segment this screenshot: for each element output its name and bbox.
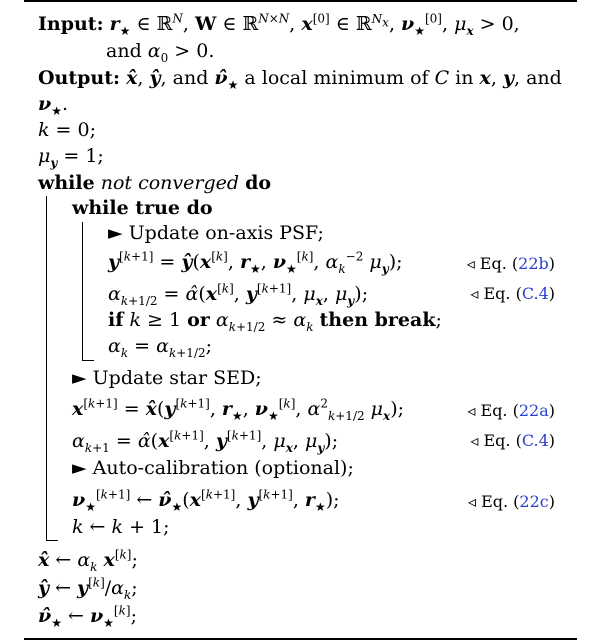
x-update: x[k+1] = x̂(y[k+1], $r_★$, $\nu_★[k]$, $\alpha^2_{k+1/2}$ $\mu_x$); [72, 396, 405, 423]
input-expr: $r_★$ ∈ ℝ$^N$, W ∈ ℝ$^{N\times N}$, x[0] ∈ ℝ$^{N_x}$, $\nu_★[0]$, $\mu_x > 0$, [109, 11, 520, 38]
y-update: y[k+1] = ŷ(x[k], $r_★$, $\nu_★[k]$, $\alpha_k^{-2}$ $\mu_y$); [108, 249, 403, 276]
algorithm-box [24, 0, 577, 640]
outer-loop-hook [46, 540, 58, 541]
output-cont: $\nu_★$. [38, 93, 68, 118]
if-condition-2: $\alpha_{k+1/2} \approx \alpha_k$ [215, 309, 314, 334]
alpha-assign: $\alpha_k = \alpha_{k+1/2}$; [108, 335, 213, 360]
autocal-comment: ► Auto-calibration (optional); [72, 457, 354, 479]
final-xhat: x̂ ← $\alpha_k$ x[k]; [38, 547, 138, 574]
ref-c4-b: ◃ Eq. (C.4) [470, 431, 555, 450]
ref-22b: ◃ Eq. (22b) [466, 254, 555, 273]
do-keyword: do [245, 172, 272, 194]
update-sed-comment: ► Update star SED; [72, 367, 262, 389]
inner-loop-bar [82, 222, 83, 360]
ref-link-22c[interactable]: 22c [519, 492, 549, 511]
init-k: k = 0; [38, 119, 97, 141]
init-muy: $\mu_y = 1$; [38, 145, 104, 170]
ref-22a: ◃ Eq. (22a) [467, 401, 555, 420]
ref-link-c4-a[interactable]: C.4 [521, 284, 549, 303]
outer-while [38, 171, 271, 195]
output-label: Output: [38, 67, 121, 89]
output-expr: x̂, ŷ, and $\nû_★$ a local minimum of C in x, y, and [126, 67, 562, 92]
nu-update: $\nu_★[k+1]$ ← $\nû_★(x[k+1]$, y[k+1], $r_★$); [72, 487, 340, 514]
final-yhat: ŷ ← $y[k]/\alpha_k$; [38, 575, 138, 602]
update-psf-comment: ► Update on-axis PSF; [108, 222, 324, 244]
ref-22c: ◃ Eq. (22c) [467, 492, 555, 511]
final-nuhat: $\nû_★$ ← $\nu_★[k]$; [38, 603, 137, 630]
while-condition: not converged [100, 172, 240, 194]
if-condition: k ≥ 1 [129, 309, 182, 331]
ref-link-22a[interactable]: 22a [518, 401, 549, 420]
inner-loop-hook [82, 360, 94, 361]
inner-while: while true do [72, 197, 213, 219]
input-line [38, 12, 520, 36]
alpha-next: $\alpha_{k+1}$ = α̂(x[k+1], y[k+1], $\mu_x$, $\mu_y$); [72, 428, 339, 455]
input-cont: and $\alpha_0 > 0$. [106, 40, 215, 65]
ref-link-22b[interactable]: 22b [518, 254, 549, 273]
outer-loop-bar [46, 196, 47, 540]
input-label: Input: [38, 13, 104, 35]
ref-link-c4-b[interactable]: C.4 [521, 431, 549, 450]
while-keyword: while [38, 172, 95, 194]
output-line [38, 66, 562, 90]
if-break: if k ≥ 1 or $\alpha_{k+1/2} \approx \alpha_k$ then break; [108, 309, 442, 334]
alpha-half: $\alpha_{k+1/2}$ = α̂(x[k], y[k+1], $\mu_x$, $\mu_y$); [108, 281, 369, 308]
ref-c4-a: ◃ Eq. (C.4) [470, 284, 555, 303]
k-increment: k ← k + 1; [72, 516, 170, 538]
